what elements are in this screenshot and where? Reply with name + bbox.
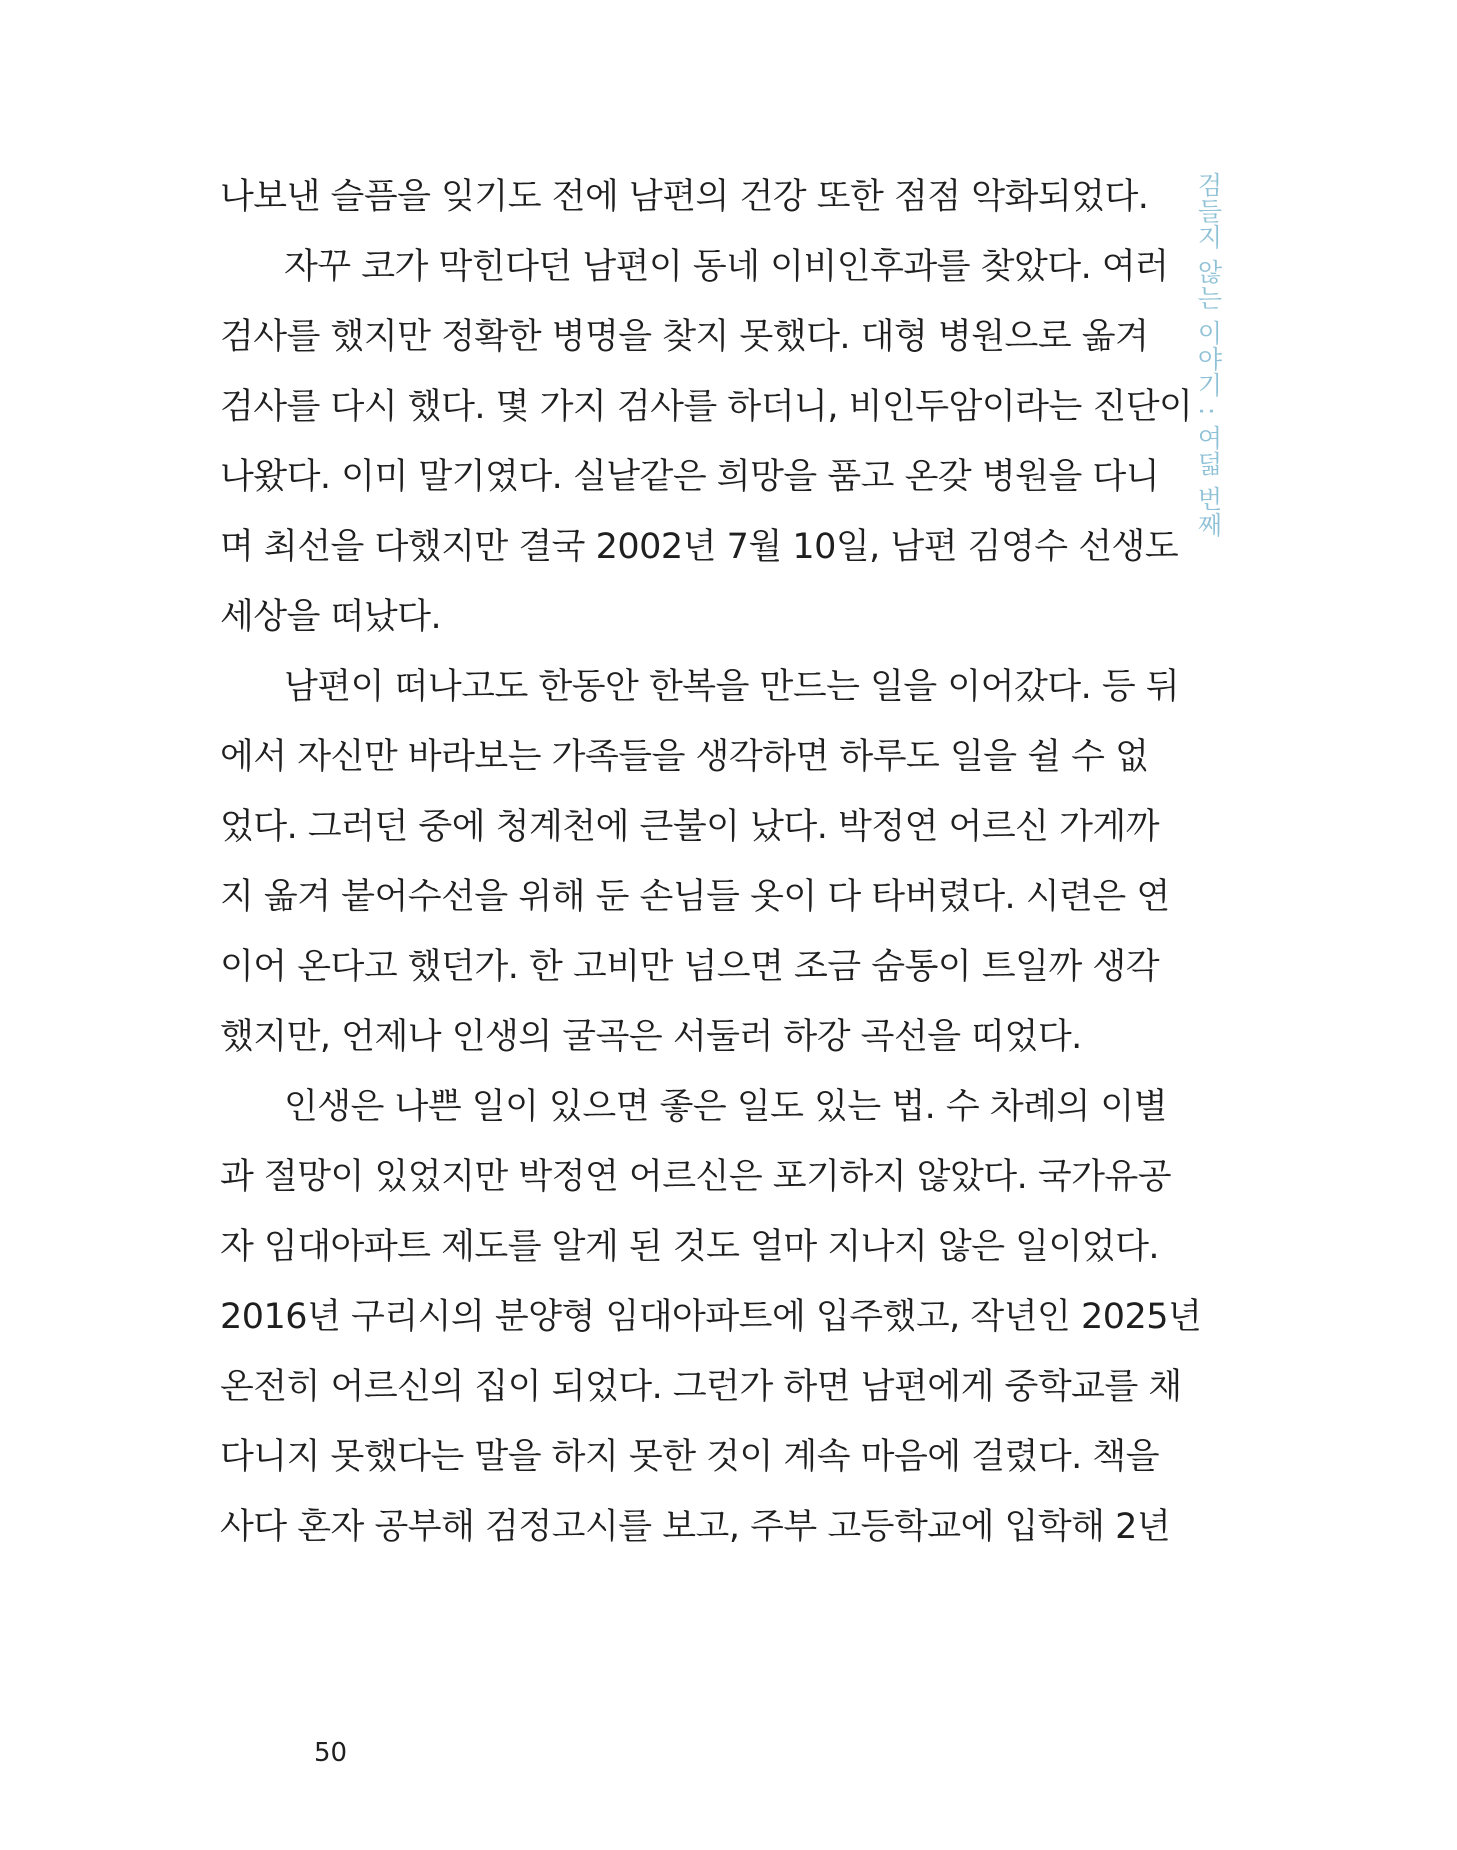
text-line: 검사를 다시 했다. 몇 가지 검사를 하더니, 비인두암이라는 진단이 (220, 387, 1193, 427)
text-line: 었다. 그러던 중에 청계천에 큰불이 났다. 박정연 어르신 가게까 (220, 807, 1160, 847)
page-number: 50 (314, 1738, 348, 1768)
text-line: 남편이 떠나고도 한동안 한복을 만드는 일을 이어갔다. 등 뒤 (284, 667, 1180, 707)
text-line: 에서 자신만 바라보는 가족들을 생각하면 하루도 일을 쉴 수 없 (220, 737, 1149, 777)
text-line: 자 임대아파트 제도를 알게 된 것도 얼마 지나지 않은 일이었다. (220, 1227, 1160, 1267)
text-line: 나보낸 슬픔을 잊기도 전에 남편의 건강 또한 점점 악화되었다. (220, 177, 1149, 217)
body-text (220, 162, 1202, 1562)
text-line: 자꾸 코가 막힌다던 남편이 동네 이비인후과를 찾았다. 여러 (284, 247, 1169, 287)
text-line: 검사를 했지만 정확한 병명을 찾지 못했다. 대형 병원으로 옮겨 (220, 317, 1149, 357)
text-line: 2016년 구리시의 분양형 임대아파트에 입주했고, 작년인 2025년 (220, 1297, 1202, 1337)
text-line: 세상을 떠났다. (220, 597, 442, 637)
text-line: 이어 온다고 했던가. 한 고비만 넘으면 조금 숨통이 트일까 생각 (220, 947, 1160, 987)
text-line: 며 최선을 다했지만 결국 2002년 7월 10일, 남편 김영수 선생도 (220, 527, 1179, 567)
text-line: 했지만, 언제나 인생의 굴곡은 서둘러 하강 곡선을 띠었다. (220, 1017, 1082, 1057)
text-line: 지 옮겨 붙어수선을 위해 둔 손님들 옷이 다 타버렸다. 시련은 연 (220, 877, 1170, 917)
text-line: 나왔다. 이미 말기였다. 실낱같은 희망을 품고 온갖 병원을 다니 (220, 457, 1160, 497)
running-head: 검들지 않는 이야기 : 여덟 번째 (1194, 172, 1223, 539)
text-line: 온전히 어르신의 집이 되었다. 그런가 하면 남편에게 중학교를 채 (220, 1367, 1182, 1407)
text-line: 다니지 못했다는 말을 하지 못한 것이 계속 마음에 걸렸다. 책을 (220, 1437, 1160, 1477)
text-line: 과 절망이 있었지만 박정연 어르신은 포기하지 않았다. 국가유공 (220, 1157, 1172, 1197)
text-line: 인생은 나쁜 일이 있으면 좋은 일도 있는 법. 수 차례의 이별 (284, 1087, 1168, 1127)
text-line: 사다 혼자 공부해 검정고시를 보고, 주부 고등학교에 입학해 2년 (220, 1507, 1171, 1547)
